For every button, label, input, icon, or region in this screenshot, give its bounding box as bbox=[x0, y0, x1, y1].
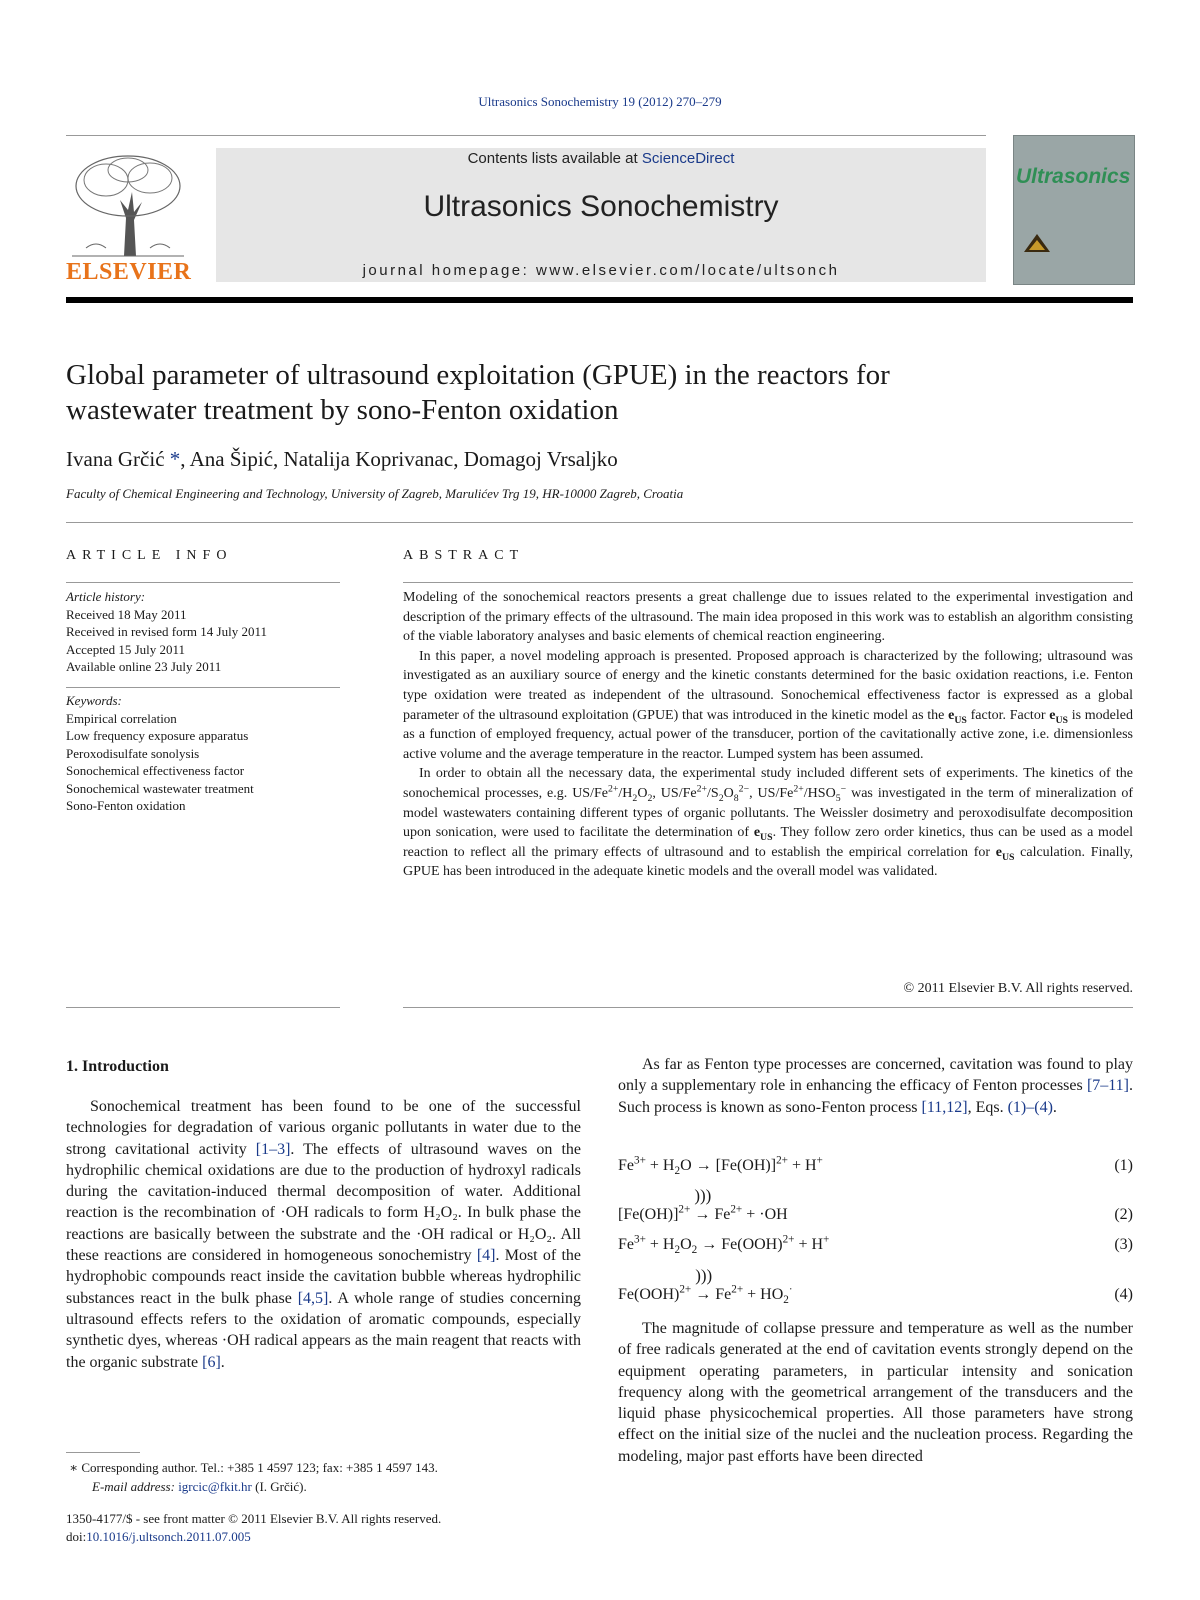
equation-number: (2) bbox=[1114, 1206, 1133, 1223]
sciencedirect-link[interactable]: ScienceDirect bbox=[641, 150, 735, 167]
corresponding-author-marker[interactable]: * bbox=[169, 447, 181, 471]
publisher-wordmark[interactable]: ELSEVIER bbox=[66, 259, 192, 285]
footnote-rule bbox=[66, 1452, 140, 1453]
citation-link[interactable]: [1–3] bbox=[255, 1140, 291, 1158]
journal-reference[interactable]: Ultrasonics Sonochemistry 19 (2012) 270–279 bbox=[478, 94, 722, 109]
doi-link[interactable]: 10.1016/j.ultsonch.2011.07.005 bbox=[86, 1528, 251, 1544]
journal-cover-image[interactable] bbox=[1013, 135, 1135, 285]
citation-link[interactable]: [4] bbox=[476, 1247, 496, 1265]
citation-link[interactable]: [4,5] bbox=[297, 1289, 329, 1307]
masthead-divider bbox=[66, 297, 1133, 303]
body-paragraph: Sonochemical treatment has been found to be one of the successful technologies for degradation of various organic pollutants in water due to the strong cavitational activity [1–3]. The effects of ultrasound waves on the hydrophilic chemical oxidations are due to the production of hydroxyl radicals during the cavitation-induced thermal decomposition of water. Additional reaction is the recombination of ·OH radicals to form H₂O₂. In bulk phase the reactions are basically between the substrate and the ·OH radical or H₂O₂. All these reactions are considered in homogeneous sonochemistry [4]. Most of the hydrophobic compounds react inside the cavitation bubble whereas hydrophilic substances react in the bulk phase [4,5]. A whole range of studies concerning ultrasound effects refers to the oxidation of aromatic compounds, especially synthetic dyes, whereas ·OH radical appears as the main reagent that reacts with the organic substrate [6]. bbox=[66, 1098, 581, 1371]
equation-link[interactable]: (1)–(4) bbox=[1007, 1098, 1053, 1116]
abstract-paragraph: In this paper, a novel modeling approach is presented. Proposed approach is characterized by the following; ultrasound was investigated as an auxiliary source of energy and the kinetic constants determined for the basic oxidation reactions, i.e. Fenton type oxidation were treated as independent of the ultrasound. Sonochemical effectiveness factor is expressed as a global parameter of the ultrasound exploitation (GPUE) that was introduced in the kinetic model as the $e_{US}$ factor. Factor $e_{US}$ is modeled as a function of employed frequency, actual power of the transducer, portion of the cavitationally active zone, i.e. dimensionless active volume and the average temperature in the reactor. Lumped system has been assumed. bbox=[403, 648, 1134, 762]
keyword-item: Peroxodisulfate sonolysis bbox=[66, 745, 200, 761]
history-rule bbox=[66, 687, 340, 688]
keyword-item: Empirical correlation bbox=[66, 710, 177, 726]
body-paragraph: The magnitude of collapse pressure and temperature as well as the number of free radicals generated at the end of cavitation events strongly depend on the equipment operating parameters, in particular intensity and sonication frequency along with the geometrical arrangement of the transducers and the liquid phase physicochemical properties. All those parameters have strong effect on the initial size of the nuclei and the nucleation process. Regarding the modeling, major past efforts have been directed bbox=[618, 1320, 1133, 1465]
equation-number: (3) bbox=[1114, 1236, 1133, 1253]
abstract-bottom-rule bbox=[403, 1007, 1133, 1008]
intro-left-column bbox=[66, 1096, 581, 1373]
eus-symbol: $e_{US}$ bbox=[948, 707, 967, 726]
section-heading-introduction: 1. Introduction bbox=[66, 1058, 169, 1075]
keyword-item: Sono-Fenton oxidation bbox=[66, 798, 186, 813]
header-rule bbox=[66, 135, 986, 136]
equation-3: $Fe^{3+} + H_2O_2 \to Fe(OOH)^{2+} + H^+$ (3) bbox=[618, 1233, 1133, 1257]
abstract-rule bbox=[403, 582, 1133, 583]
keywords: Keywords: Empirical correlation Low frequency exposure apparatus Peroxodisulfate sonolysis Sonochemical effectiveness factor Sonochemical wastewater treatment Sono-Fenton oxidation bbox=[66, 692, 340, 815]
history-item: Accepted 15 July 2011 bbox=[66, 641, 186, 657]
intro-right-column bbox=[618, 1054, 1133, 1118]
author-list: Ivana Grčić *, Ana Šipić, Natalija Koprivanac, Domagoj Vrsaljko bbox=[66, 447, 618, 471]
cover-title: Ultrasonics bbox=[1016, 165, 1131, 188]
contents-line: Contents lists available at ScienceDirect bbox=[467, 150, 735, 167]
info-bottom-rule bbox=[66, 1007, 340, 1008]
title-rule bbox=[66, 522, 1133, 523]
article-info-heading: ARTICLE INFO bbox=[66, 548, 233, 563]
article-history: Article history: Received 18 May 2011 Received in revised form 14 July 2011 Accepted 15 July 2011 Available online 23 July 2011 bbox=[66, 588, 340, 676]
info-rule bbox=[66, 582, 340, 583]
abstract-paragraph: In order to obtain all the necessary data, the experimental study included different sets of experiments. The kinetics of the sonochemical processes, e.g. $US/Fe^{2+}/H_2O_2$, $US/Fe^{2+}/S_2O_8^{2-}$, $US/Fe^{2+}/HSO_5^-$ was investigated in the term of mineralization of model wastewaters containing different types of organic pollutants. The Weissler dosimetry and peroxodisulfate decomposition upon sonication, were used to facilitate the determination of $e_{US}$. They follow zero order kinetics, thus can be used as a model reaction to reflect all the primary effects of ultrasound and to establish the empirical correlation for $e_{US}$ calculation. Finally, GPUE has been introduced in the adequate kinetic models and the overall model was validated. bbox=[403, 766, 1134, 880]
equation-4: Fe(OOH)$^{2+}$ → ))) $Fe^{2+} + HO_2^\cdot$ (4) bbox=[618, 1266, 1133, 1307]
intro-right-continued bbox=[618, 1318, 1133, 1467]
abstract-body bbox=[403, 588, 1133, 882]
email-link[interactable]: igrcic@fkit.hr bbox=[178, 1479, 252, 1494]
affiliation: Faculty of Chemical Engineering and Technology, University of Zagreb, Marulićev Trg 19, HR-10000 Zagreb, Croatia bbox=[66, 486, 684, 501]
author-1[interactable]: Ivana Grčić bbox=[66, 447, 165, 471]
history-item: Received 18 May 2011 bbox=[66, 606, 187, 622]
equation-number: (4) bbox=[1114, 1286, 1133, 1303]
keyword-item: Low frequency exposure apparatus bbox=[66, 728, 249, 743]
body-paragraph: As far as Fenton type processes are concerned, cavitation was found to play only a supplementary role in enhancing the efficacy of Fenton processes [7–11]. Such process is known as sono-Fenton process [11,12], Eqs. (1)–(4). bbox=[618, 1056, 1133, 1116]
citation-link[interactable]: [7–11] bbox=[1086, 1077, 1129, 1095]
abstract-paragraph: Modeling of the sonochemical reactors presents a great challenge due to issues related to the experimental investigation and description of the primary effects of the ultrasound. The main idea proposed in this work was to establish an algorithm consisting of the viable laboratory analyses and basic elements of chemical reaction engineering. bbox=[403, 590, 1133, 645]
citation-link[interactable]: [11,12] bbox=[921, 1098, 968, 1116]
history-item: Received in revised form 14 July 2011 bbox=[66, 624, 267, 639]
cover-emblem bbox=[1022, 232, 1052, 254]
citation-link[interactable]: [6] bbox=[202, 1353, 221, 1371]
abstract-heading: ABSTRACT bbox=[403, 548, 525, 563]
history-item: Available online 23 July 2011 bbox=[66, 659, 222, 674]
equation-1: $Fe^{3+} + H_2O \to [Fe(OH)]^{2+} + H^+$ (1) bbox=[618, 1154, 1133, 1178]
page-footer: 1350-4177/$ - see front matter © 2011 Elsevier B.V. All rights reserved. doi:10.1016/j.ultsonch.2011.07.005 bbox=[66, 1511, 442, 1544]
article-title: Global parameter of ultrasound exploitation (GPUE) in the reactors for wastewater treatment by sono-Fenton oxidation bbox=[66, 359, 890, 426]
journal-name: Ultrasonics Sonochemistry bbox=[423, 190, 779, 223]
journal-homepage[interactable]: journal homepage: www.elsevier.com/locate/ultsonch bbox=[362, 262, 840, 279]
abstract-copyright: © 2011 Elsevier B.V. All rights reserved. bbox=[903, 981, 1133, 996]
keyword-item: Sonochemical effectiveness factor bbox=[66, 763, 245, 778]
keyword-item: Sonochemical wastewater treatment bbox=[66, 780, 254, 796]
equation-number: (1) bbox=[1114, 1157, 1133, 1174]
equation-2: $[Fe(OH)]^{2+}$ → ))) $Fe^{2+} + \cdot OH$ (2) bbox=[618, 1186, 1133, 1223]
corresponding-author-footnote: ∗ Corresponding author. Tel.: +385 1 4597 123; fax: +385 1 4597 143. E-mail address: igrcic@fkit.hr (I. Grčić). bbox=[66, 1460, 438, 1494]
